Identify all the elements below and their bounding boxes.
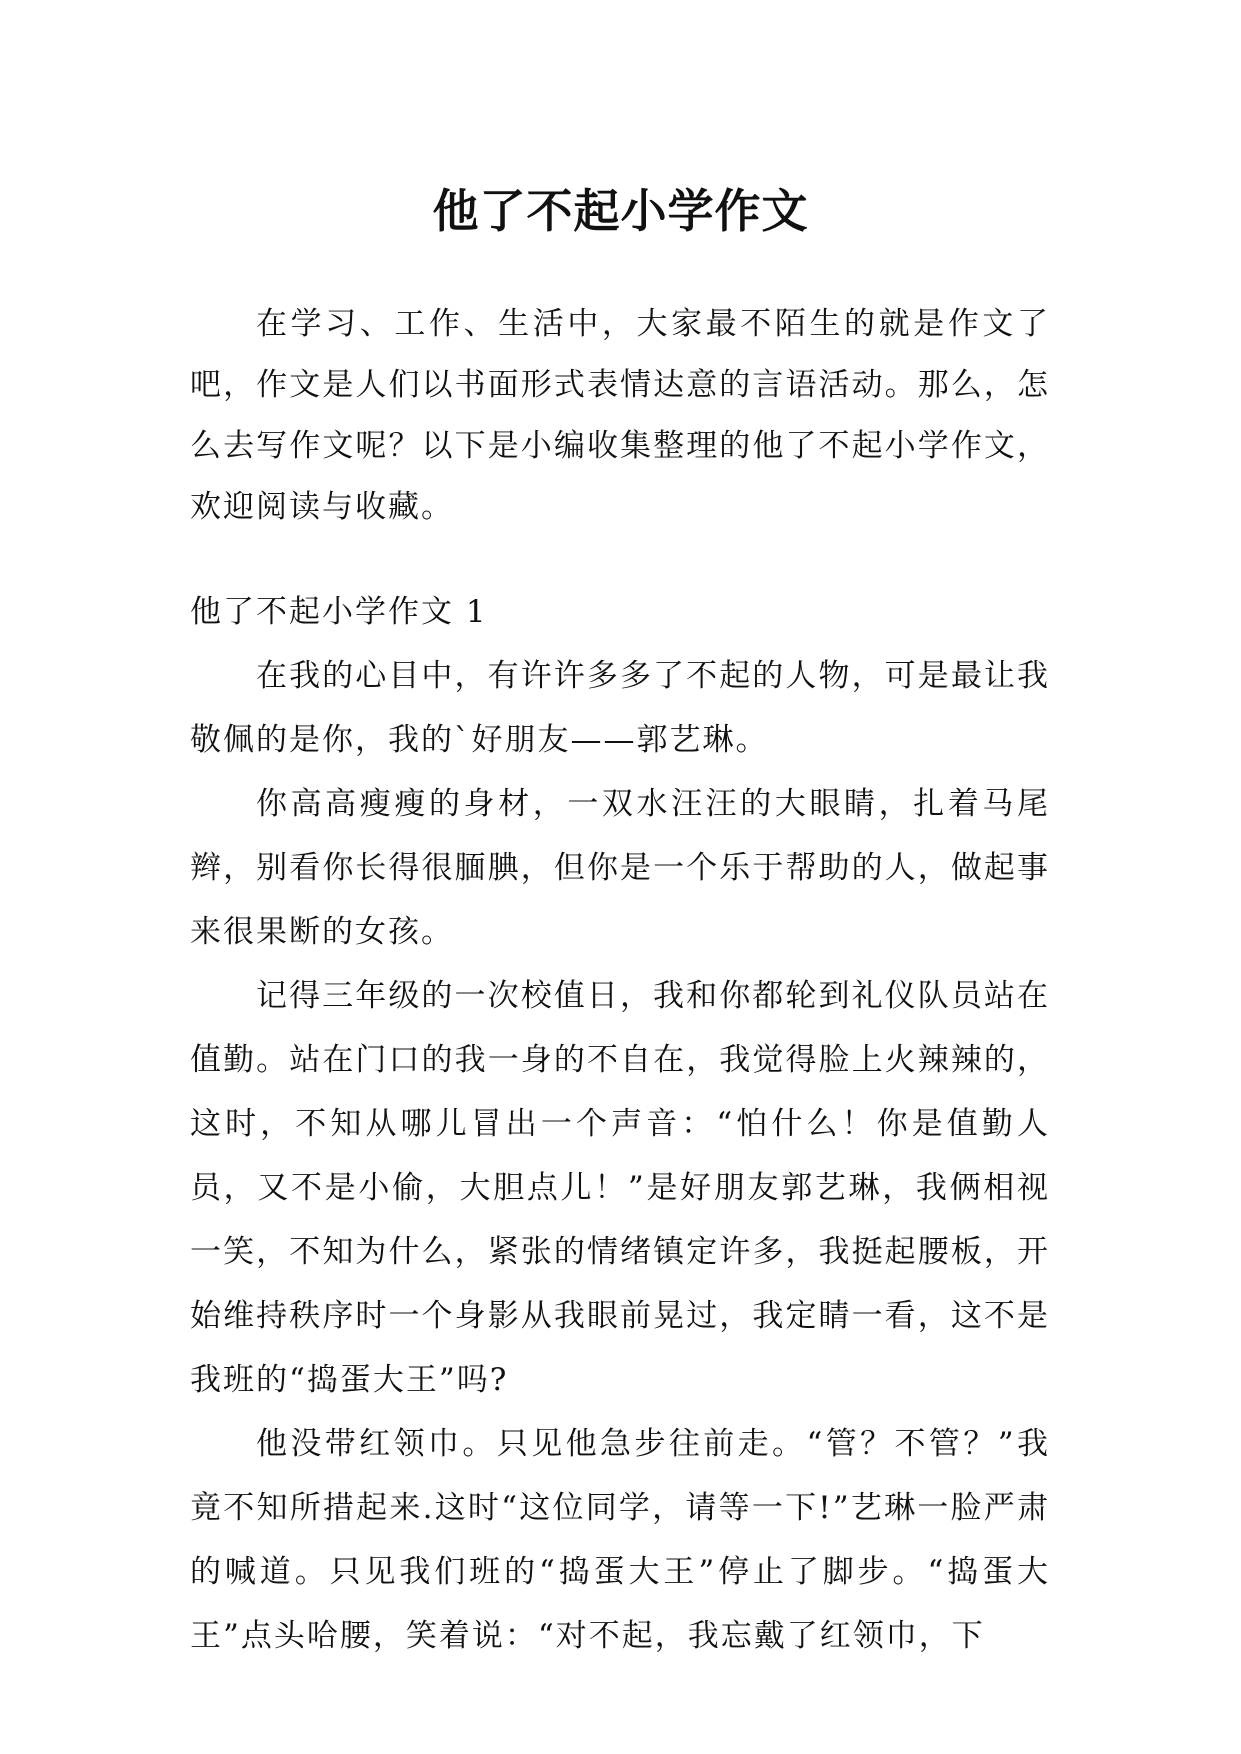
section-heading: 他了不起小学作文 1 [190,594,488,630]
intro-paragraph: 在学习、工作、生活中，大家最不陌生的就是作文了吧，作文是人们以书面形式表情达意的言语活动。那么，怎么去写作文呢？以下是小编收集整理的他了不起小学作文，欢迎阅读与收藏。 [190,306,1050,525]
paragraph-2: 你高高瘦瘦的身材，一双水汪汪的大眼睛，扎着马尾辫，别看你长得很腼腆，但你是一个乐于帮助的人，做起事来很果断的女孩。 [190,786,1050,950]
document-title: 他了不起小学作文 [432,183,809,238]
essay-section-1 [190,580,1050,1668]
intro-block [190,294,1050,538]
paragraph-3: 记得三年级的一次校值日，我和你都轮到礼仪队员站在值勤。站在门口的我一身的不自在，我觉得脸上火辣辣的，这时，不知从哪儿冒出一个声音：“怕什么！你是值勤人员，又不是小偷，大胆点儿！”是好朋友郭艺琳，我俩相视一笑，不知为什么，紧张的情绪镇定许多，我挺起腰板，开始维持秩序时一个身影从我眼前晃过，我定睛一看，这不是我班的“捣蛋大王”吗? [190,978,1050,1398]
paragraph-4: 他没带红领巾。只见他急步往前走。“管？不管？”我竟不知所措起来.这时“这位同学，请等一下!”艺琳一脸严肃的喊道。只见我们班的“捣蛋大王”停止了脚步。“捣蛋大王”点头哈腰，笑着说：“对不起，我忘戴了红领巾，下 [190,1426,1050,1654]
paragraph-1: 在我的心目中，有许许多多了不起的人物，可是最让我敬佩的是你，我的`好朋友——郭艺琳。 [190,658,1050,758]
